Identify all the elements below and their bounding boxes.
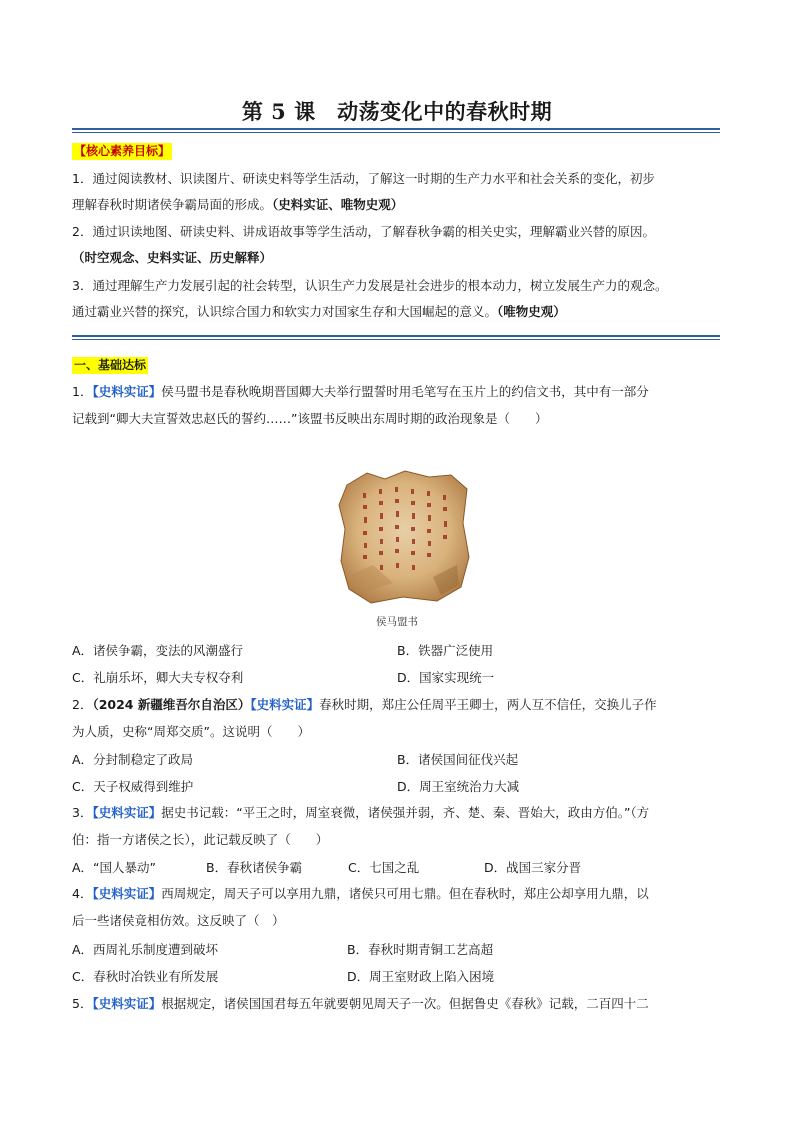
- option-b: B．诸侯国间征伐兴起: [397, 752, 519, 767]
- option-d: D．周王室财政上陷入困境: [347, 969, 495, 984]
- page-title: 第 5 课 动荡变化中的春秋时期: [241, 99, 553, 124]
- objective-line: 2．通过识读地图、研读史料、讲成语故事等学生活动，了解春秋争霸的相关史实，理解霸业兴替的原因。: [72, 224, 655, 239]
- option-a: A．分封制稳定了政局: [72, 752, 194, 767]
- objective-line: 理解春秋时期诸侯争霸局面的形成。（史料实证、唯物史观）: [72, 197, 404, 212]
- title-divider: [72, 128, 720, 133]
- houma-covenant-photo: [333, 465, 475, 607]
- question-3-line: 伯：指一方诸侯之长），此记载反映了（ ）: [72, 832, 329, 847]
- question-5-line: 5．【史料实证】根据规定，诸侯国国君每五年就要朝见周天子一次。但据鲁史《春秋》记载，二百四十二: [72, 996, 649, 1011]
- question-3-line: 3．【史料实证】据史书记载：“平王之时，周室衰微，诸侯强并弱，齐、楚、秦、晋始大，政由方伯。”（方: [72, 805, 650, 820]
- objective-line: （时空观念、史料实证、历史解释）: [72, 250, 273, 265]
- question-2-line: 为人质，史称“周郑交质”。这说明（ ）: [72, 724, 310, 739]
- option-c: C．礼崩乐坏，卿大夫专权夺利: [72, 670, 244, 685]
- objectives-tag: 【核心素养目标】: [74, 144, 171, 158]
- option-c: C．七国之乱: [348, 860, 420, 875]
- option-c: C．天子权威得到维护: [72, 779, 194, 794]
- question-4-line: 4．【史料实证】西周规定，周天子可以享用九鼎，诸侯只可用七鼎。但在春秋时，郑庄公却享用九鼎，以: [72, 886, 649, 901]
- question-1-line: 1．【史料实证】侯马盟书是春秋晚期晋国卿大夫举行盟誓时用毛笔写在玉片上的约信文书，其中有一部分: [72, 384, 649, 399]
- question-4-line: 后一些诸侯竟相仿效。这反映了（ ）: [72, 913, 285, 928]
- option-b: B．春秋时期青铜工艺高超: [347, 942, 494, 957]
- objective-line: 1．通过阅读教材、识读图片、研读史料等学生活动，了解这一时期的生产力水平和社会关系的变化，初步: [72, 171, 655, 186]
- section-divider: [72, 335, 720, 340]
- option-a: A．“国人暴动”: [72, 860, 157, 875]
- option-a: A．西周礼乐制度遭到破坏: [72, 942, 219, 957]
- image-caption: 侯马盟书: [376, 616, 418, 628]
- objective-line: 3．通过理解生产力发展引起的社会转型，认识生产力发展是社会进步的根本动力，树立发展生产力的观念。: [72, 278, 668, 293]
- option-d: D．国家实现统一: [397, 670, 495, 685]
- question-2-line: 2．（2024 新疆维吾尔自治区）【史料实证】春秋时期，郑庄公任周平王卿士，两人互不信任，交换儿子作: [72, 697, 657, 712]
- option-b: B．铁器广泛使用: [397, 643, 494, 658]
- option-a: A．诸侯争霸，变法的风潮盛行: [72, 643, 244, 658]
- option-c: C．春秋时冶铁业有所发展: [72, 969, 219, 984]
- section-tag: 一、基础达标: [74, 358, 147, 372]
- question-1-line: 记载到“卿大夫宣誓效忠赵氏的誓约……”该盟书反映出东周时期的政治现象是（ ）: [72, 411, 548, 426]
- option-b: B．春秋诸侯争霸: [206, 860, 303, 875]
- objective-line: 通过霸业兴替的探究，认识综合国力和软实力对国家生存和大国崛起的意义。（唯物史观）: [72, 304, 566, 319]
- option-d: D．战国三家分晋: [484, 860, 582, 875]
- option-d: D．周王室统治力大减: [397, 779, 520, 794]
